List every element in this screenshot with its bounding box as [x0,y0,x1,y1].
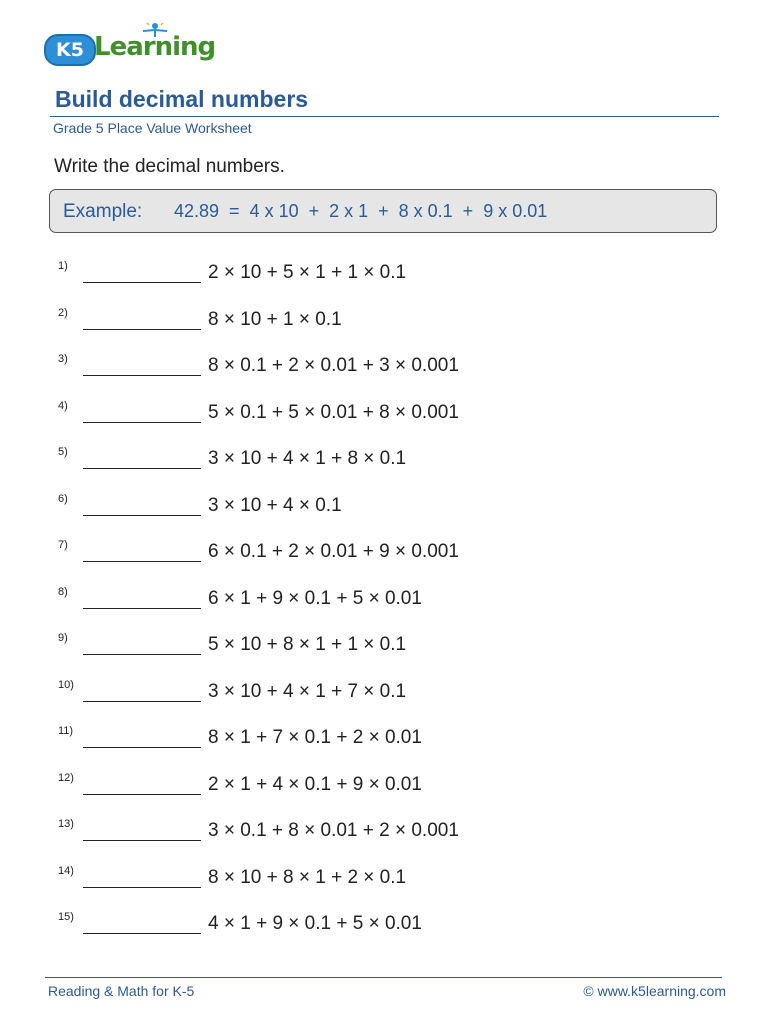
problem-row [0,307,768,347]
answer-blank[interactable] [83,608,201,609]
answer-blank[interactable] [83,561,201,562]
problem-row [0,725,768,765]
problem-expression: 3 × 10 + 4 × 0.1 [208,495,342,516]
problem-number: 5) [58,446,68,458]
problem-row [0,400,768,440]
problem-row [0,772,768,812]
example-box [49,189,717,233]
problem-number: 8) [58,586,68,598]
answer-blank[interactable] [83,422,201,423]
problem-number: 9) [58,632,68,644]
problem-row [0,493,768,533]
problem-number: 11) [58,725,74,737]
problem-row [0,911,768,951]
page-subtitle: Grade 5 Place Value Worksheet [53,120,252,136]
instruction-text: Write the decimal numbers. [54,156,285,177]
problem-expression: 6 × 0.1 + 2 × 0.01 + 9 × 0.001 [208,541,459,562]
problem-expression: 4 × 1 + 9 × 0.1 + 5 × 0.01 [208,913,422,934]
problem-number: 14) [58,865,74,877]
problem-row [0,446,768,486]
problem-expression: 2 × 1 + 4 × 0.1 + 9 × 0.01 [208,774,422,795]
problem-expression: 8 × 10 + 1 × 0.1 [208,309,342,330]
problem-number: 4) [58,400,68,412]
problem-expression: 8 × 1 + 7 × 0.1 + 2 × 0.01 [208,727,422,748]
example-equation: 42.89 = 4 x 10 + 2 x 1 + 8 x 0.1 + 9 x 0.01 [174,201,548,221]
answer-blank[interactable] [83,701,201,702]
problem-row [0,539,768,579]
logo-word: Learning [94,32,216,62]
problem-row [0,818,768,858]
problem-number: 1) [58,260,68,272]
problem-number: 10) [58,679,74,691]
k5-learning-logo [44,22,216,66]
footer-website[interactable]: © www.k5learning.com [583,983,726,999]
answer-blank[interactable] [83,654,201,655]
problem-row [0,353,768,393]
example-label: Example: [63,201,143,222]
answer-blank[interactable] [83,840,201,841]
answer-blank[interactable] [83,515,201,516]
answer-blank[interactable] [83,887,201,888]
problem-number: 12) [58,772,74,784]
problem-number: 13) [58,818,74,830]
problem-row [0,586,768,626]
answer-blank[interactable] [83,329,201,330]
problem-expression: 2 × 10 + 5 × 1 + 1 × 0.1 [208,262,407,283]
footer-tagline: Reading & Math for K-5 [48,983,195,999]
problem-row [0,865,768,905]
problem-row [0,632,768,672]
problem-expression: 3 × 0.1 + 8 × 0.01 + 2 × 0.001 [208,820,459,841]
problem-expression: 3 × 10 + 4 × 1 + 7 × 0.1 [208,681,407,702]
problem-expression: 8 × 10 + 8 × 1 + 2 × 0.1 [208,867,407,888]
answer-blank[interactable] [83,747,201,748]
problem-expression: 8 × 0.1 + 2 × 0.01 + 3 × 0.001 [208,355,459,376]
footer-divider [45,977,722,978]
answer-blank[interactable] [83,282,201,283]
logo-badge: K5 [44,34,96,66]
problem-row [0,260,768,300]
problem-row [0,679,768,719]
problem-number: 2) [58,307,68,319]
problem-expression: 5 × 10 + 8 × 1 + 1 × 0.1 [208,634,407,655]
answer-blank[interactable] [83,468,201,469]
problem-expression: 3 × 10 + 4 × 1 + 8 × 0.1 [208,448,407,469]
problem-number: 6) [58,493,68,505]
problem-expression: 5 × 0.1 + 5 × 0.01 + 8 × 0.001 [208,402,459,423]
title-divider [50,116,719,117]
problem-number: 15) [58,911,74,923]
person-icon [140,22,170,40]
answer-blank[interactable] [83,794,201,795]
page-title: Build decimal numbers [55,86,309,112]
answer-blank[interactable] [83,375,201,376]
answer-blank[interactable] [83,933,201,934]
problem-number: 3) [58,353,68,365]
problem-expression: 6 × 1 + 9 × 0.1 + 5 × 0.01 [208,588,422,609]
problem-number: 7) [58,539,68,551]
